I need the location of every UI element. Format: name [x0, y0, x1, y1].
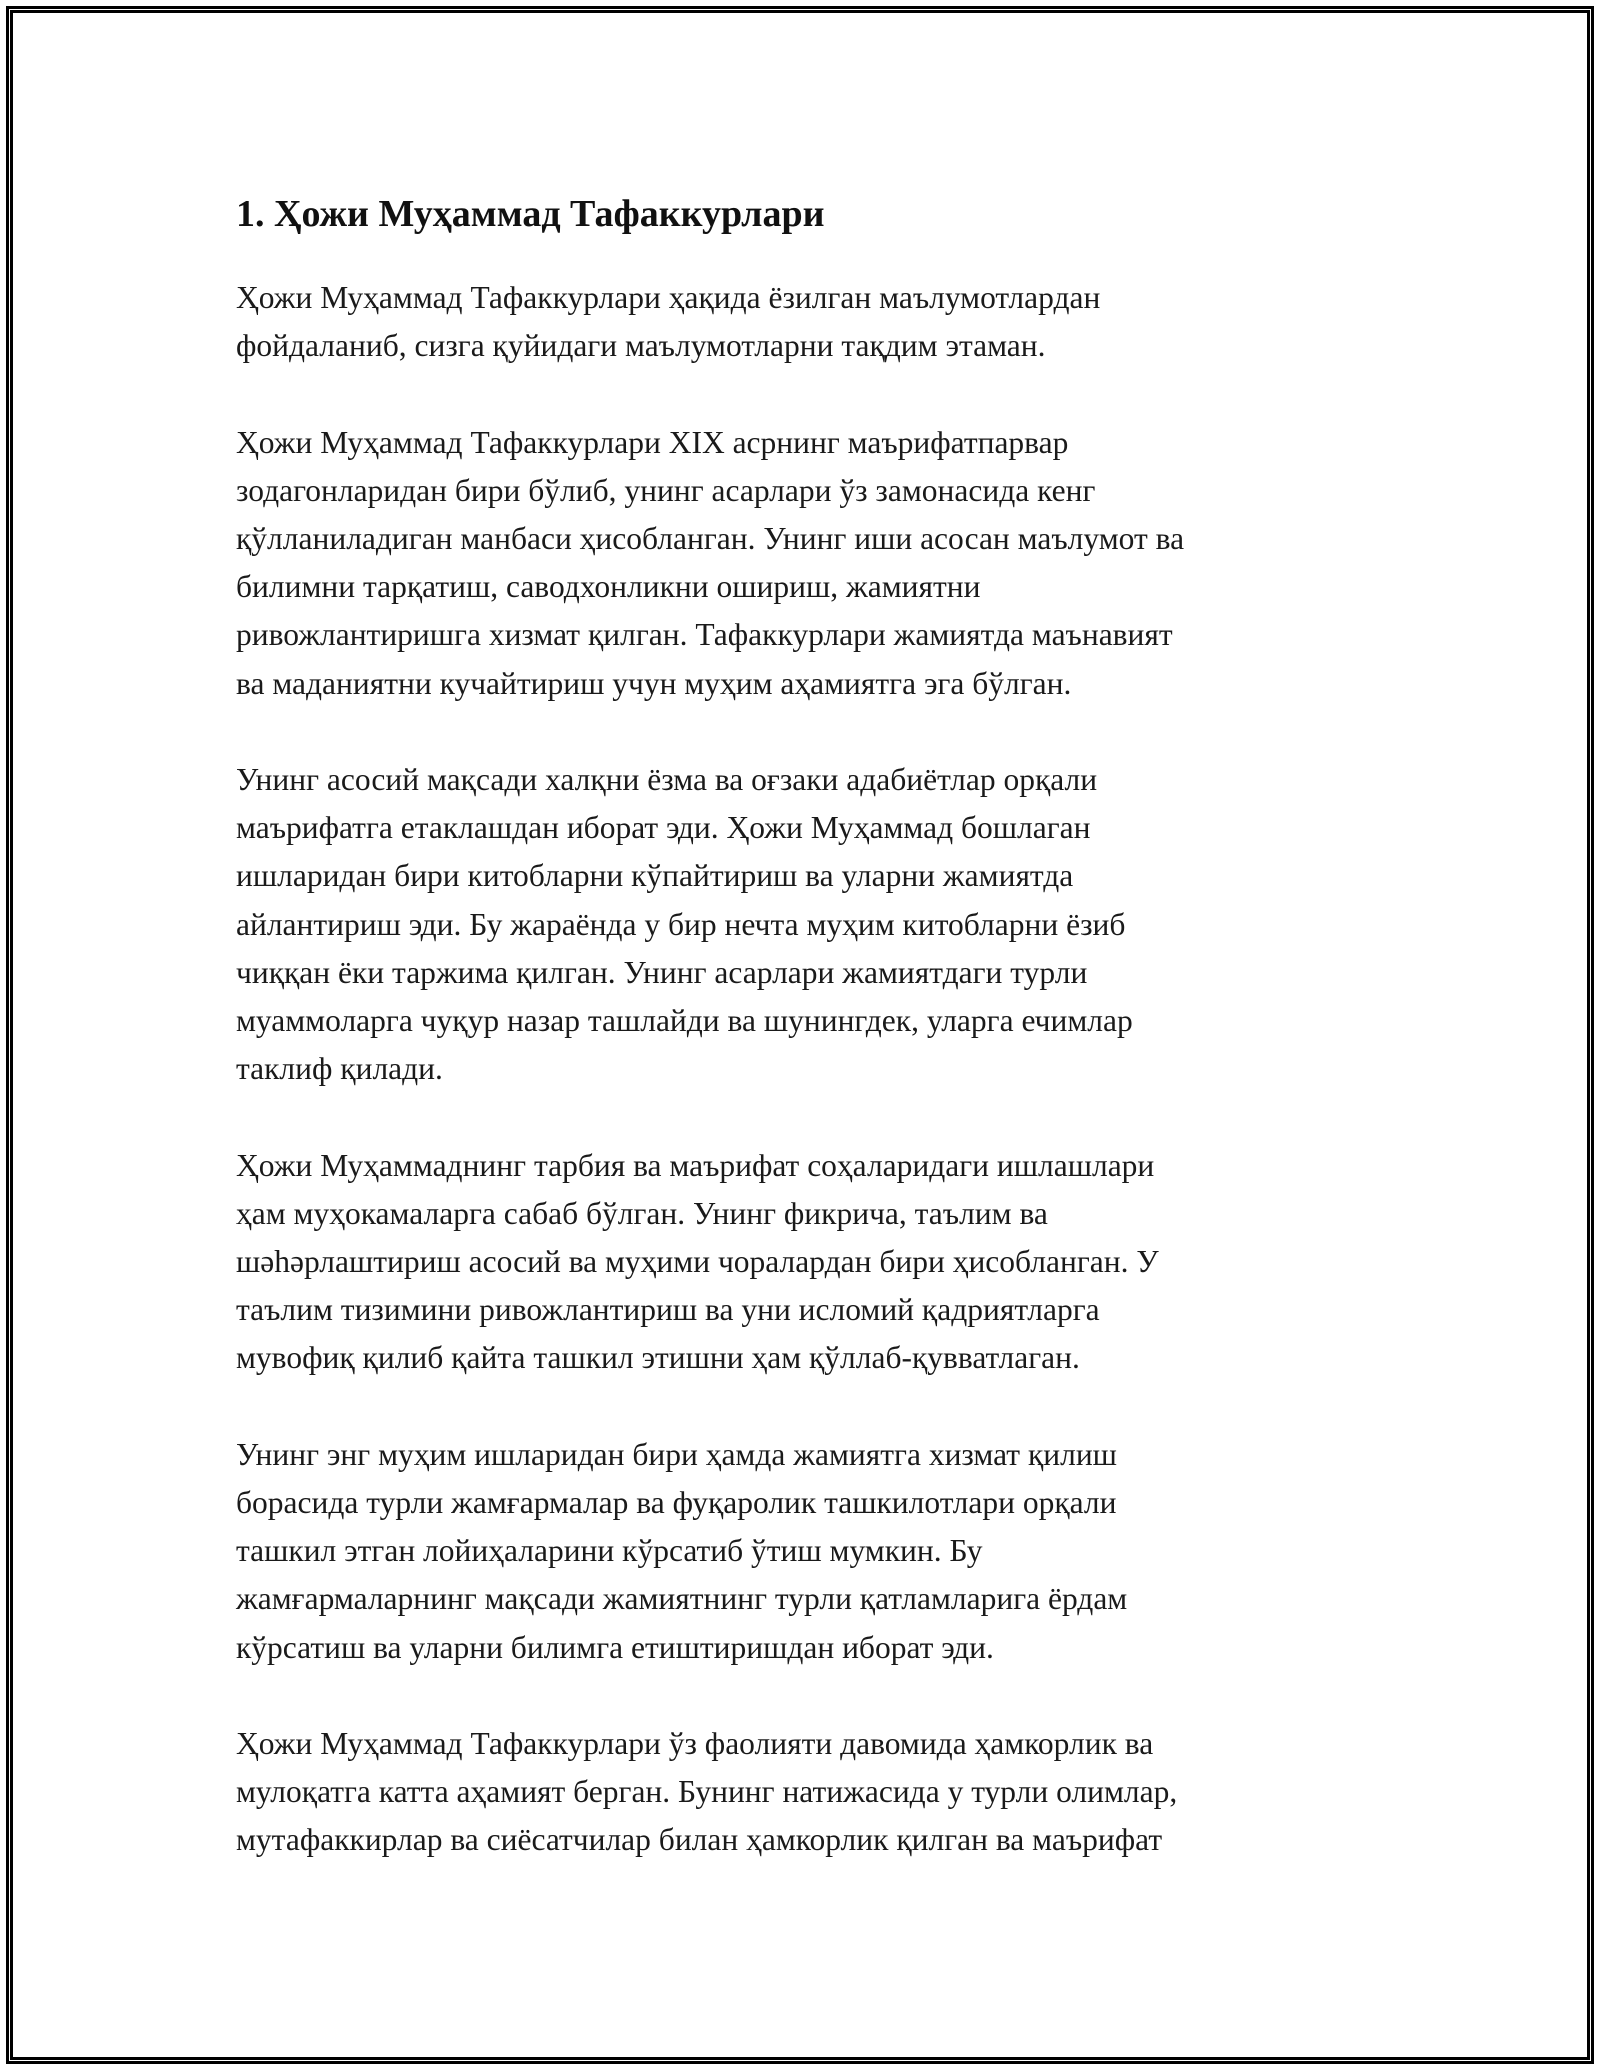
text-line: муаммоларга чуқур назар ташлайди ва шунингдек, уларга ечимлар — [236, 1003, 1133, 1039]
text-line: Унинг асосий мақсади халқни ёзма ва оғзаки адабиётлар орқали — [236, 762, 1098, 797]
paragraph — [236, 419, 1364, 708]
text-line: кўрсатиш ва уларни билимга етиштиришдан иборат эди. — [236, 1629, 994, 1665]
text-line: ишларидан бири китобларни кўпайтириш ва уларни жамиятда — [236, 858, 1074, 894]
paragraph — [236, 756, 1364, 1093]
text-line: ва маданиятни кучайтириш учун муҳим аҳамиятга эга бўлган. — [236, 665, 1072, 701]
paragraph — [236, 1431, 1364, 1672]
text-line: борасида турли жамғармалар ва фуқаролик ташкилотлари орқали — [236, 1485, 1117, 1521]
text-line: маърифатга етаклашдан иборат эди. Ҳожи Муҳаммад бошлаган — [236, 810, 1091, 846]
text-line: Ҳожи Муҳаммад Тафаккурлари XIX асрнинг маърифатпарвар — [236, 424, 1069, 460]
text-line: Ҳожи Муҳаммад Тафаккурлари ҳақида ёзилган маълумотлардан — [236, 280, 1101, 315]
paragraph — [236, 274, 1364, 370]
text-line: Ҳожи Муҳаммаднинг тарбия ва маърифат соҳаларидаги ишлашлари — [236, 1147, 1155, 1183]
text-line: билимни тарқатиш, саводхонликни ошириш, жамиятни — [236, 569, 981, 605]
text-line: фойдаланиб, сизга қуйидаги маълумотларни тақдим этаман. — [236, 328, 1046, 364]
text-line: мутафаккирлар ва сиёсатчилар билан ҳамкорлик қилган ва маърифат — [236, 1822, 1163, 1858]
paragraph — [236, 1720, 1364, 1865]
text-line: таълим тизимини ривожлантириш ва уни исломий қадриятларга — [236, 1292, 1100, 1328]
text-line: чиққан ёки таржима қилган. Унинг асарлари жамиятдаги турли — [236, 954, 1088, 990]
text-line: Унинг энг муҳим ишларидан бири ҳамда жамиятга хизмат қилиш — [236, 1436, 1117, 1472]
text-line: айлантириш эди. Бу жараёнда у бир нечта муҳим китобларни ёзиб — [236, 906, 1126, 942]
text-line: таклиф қилади. — [236, 1051, 443, 1087]
text-line: ташкил этган лойиҳаларини кўрсатиб ўтиш мумкин. Бу — [236, 1533, 983, 1569]
paragraph — [236, 1142, 1364, 1383]
text-line: шәһәрлаштириш асосий ва муҳими чоралардан бири ҳисобланган. У — [236, 1244, 1159, 1280]
text-line: жамғармаларнинг мақсади жамиятнинг турли қатламларига ёрдам — [236, 1581, 1128, 1617]
text-line: ривожлантиришга хизмат қилган. Тафаккурлари жамиятда маънавият — [236, 617, 1173, 653]
document-body — [236, 186, 1364, 1913]
text-line: ҳам муҳокамаларга сабаб бўлган. Унинг фикрича, таълим ва — [236, 1195, 1048, 1231]
text-line: қўлланиладиган манбаси ҳисобланган. Унинг иши асосан маълумот ва — [236, 521, 1185, 556]
text-line: Ҳожи Муҳаммад Тафаккурлари ўз фаолияти давомида ҳамкорлик ва — [236, 1726, 1154, 1762]
text-line: зодагонларидан бири бўлиб, унинг асарлари ўз замонасида кенг — [236, 472, 1096, 508]
text-line: мулоқатга катта аҳамият берган. Бунинг натижасида у турли олимлар, — [236, 1774, 1178, 1810]
text-line: мувофиқ қилиб қайта ташкил этишни ҳам қўллаб-қувватлаган. — [236, 1340, 1080, 1376]
section-heading: 1. Ҳожи Муҳаммад Тафаккурлари — [236, 193, 825, 235]
paragraph-list — [236, 274, 1364, 1865]
